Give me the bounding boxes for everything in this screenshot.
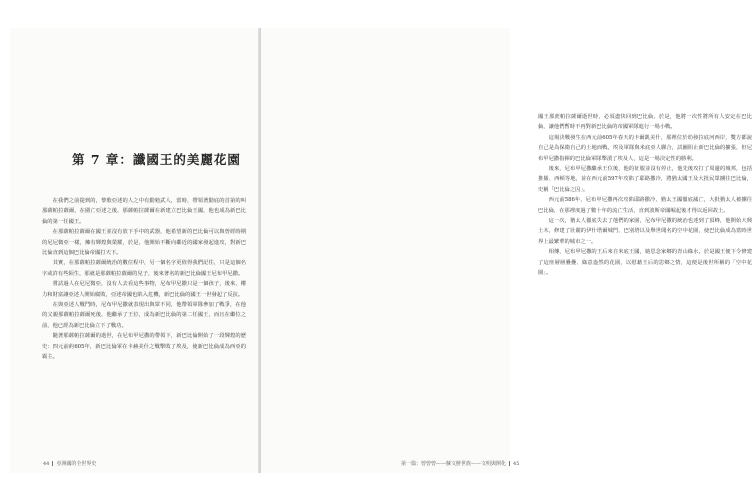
chapter-title: 第 7 章：讖國王的美麗花園 [72,152,241,167]
left-page [10,28,259,473]
page-number: 45 [513,461,520,467]
paragraph: 嘗試過人在尼尼微亞，沒有人去看這些事物，尼布甲尼撒只是一個孩子，後來，權力和財富讓亞述人開始腐敗，亞述帝國也陷入危機，新巴比倫的國王一世發起了反抗。 [42,281,246,298]
page-number: 44 [43,461,50,467]
running-book-title: 亞洲國的全世界史 [56,461,97,467]
paragraph: 國王那蔗帕拉薩爾逝世時，必須盡快回到巴比倫，於是，他將一次性將所有人安定在巴比倫，讓他們暫時不再對新巴比倫的帝國軍隊進行一場小戰。 [538,114,752,131]
footer-divider [509,461,510,466]
paragraph: 在與亞述人戰鬥時，尼布甲尼撒就表現出與眾不同，他帶領軍隊參加了戰爭，在他的父親那薩帕拉薩爾死後，他繼承了王位，成為新巴比倫的第二任國王，而且在繼位之前，他已經為新巴比倫立下了戰功。 [42,302,246,329]
footer-divider [52,461,53,466]
right-page-body [538,112,752,279]
left-page-footer [43,460,96,467]
paragraph: 後來，尼布甲尼撒繼承王位後，他的征服並沒有停止，他先後攻打了周邊的城邦，包括推羅、西頓等地，並在西元前597年攻陷了耶路撒冷，將猶太國王及大批民眾擄往巴比倫，史稱「巴比倫之囚」。 [538,166,752,193]
paragraph: 西元前586年，尼布甲尼撒再次攻陷耶路撒冷，猶太王國徹底滅亡，大批猶太人被擄往巴比倫，在那裡度過了數十年的流亡生活，直到波斯帝國崛起後才得以返回故土。 [538,197,752,214]
right-page-footer [401,460,519,467]
left-page-body [42,196,246,363]
running-section-title: 第一篇：曾曾曾——蘇文鮮世族——文明與開化 [401,461,507,467]
paragraph: 這場決戰發生在西元前605年春天的卡爾凱美什，那裡位於幼發拉底河西岸，雙方都說自己是為保衛自己的土地而戰，埃及軍隊與米底亞人聯合，試圖阻止新巴比倫的擴張，但尼布甲尼撒指揮的巴比倫軍隊擊潰了埃及人，這是一場決定性的勝利。 [538,134,752,162]
paragraph: 在那薩帕拉薩爾在國王並沒有放下手中的武器，他希望新的巴比倫可以與曾經時期的尼尼微亞一樣，擁有輝煌與榮耀，於是，他開始不斷向鄰近的國家發起進攻，對新巴比倫直到這個巴比倫帝國打天下。 [42,229,246,257]
paragraph: 相傳，尼布甲尼撒的王后來自米底王國，她思念家鄉的青山綠水，於是國王便下令修建了這座層層疊疊、綠意盎然的花園，以慰藉王后的思鄉之情，這便是後世所稱的「空中花園」。 [538,249,752,277]
paragraph: 隨著那薩帕拉薩爾的逝世，在尼布甲尼撒的帶領下，新巴比倫開始了一段輝煌的歷史：四元前約605年，新巴比倫軍在卡赫美什之戰擊敗了埃及，使新巴比倫成為西亞的霸主。 [42,333,246,361]
paragraph: 其實，在那薩帕拉薩爾統治的數位程中，另一個名字更值得我們記住，只是這個名字或許有些陌生，那就是那薩帕拉薩爾的兒子，後來著名的新巴比倫國王尼布甲尼撒。 [42,260,246,277]
paragraph: 在我們之前提到的，黎歌亞述的人之中有勤勉武人，當時，帶領著勤底的首第的叫那薩帕拉薩爾，在圍亡亞述之後，那薩帕拉薩爾在新建立巴比倫王國，他也成為新巴比倫的第一任國王。 [42,198,246,225]
paragraph: 這一次，猶太人徹底失去了他們的家園，尼布甲尼撒的統治也達到了頂峰，他開始大興土木，修建了壯麗的伊什塔爾城門、巴別塔以及舉世聞名的空中花園，使巴比倫成為當時世界上最繁華的城市之一。 [538,218,752,245]
book-spread [10,28,752,473]
